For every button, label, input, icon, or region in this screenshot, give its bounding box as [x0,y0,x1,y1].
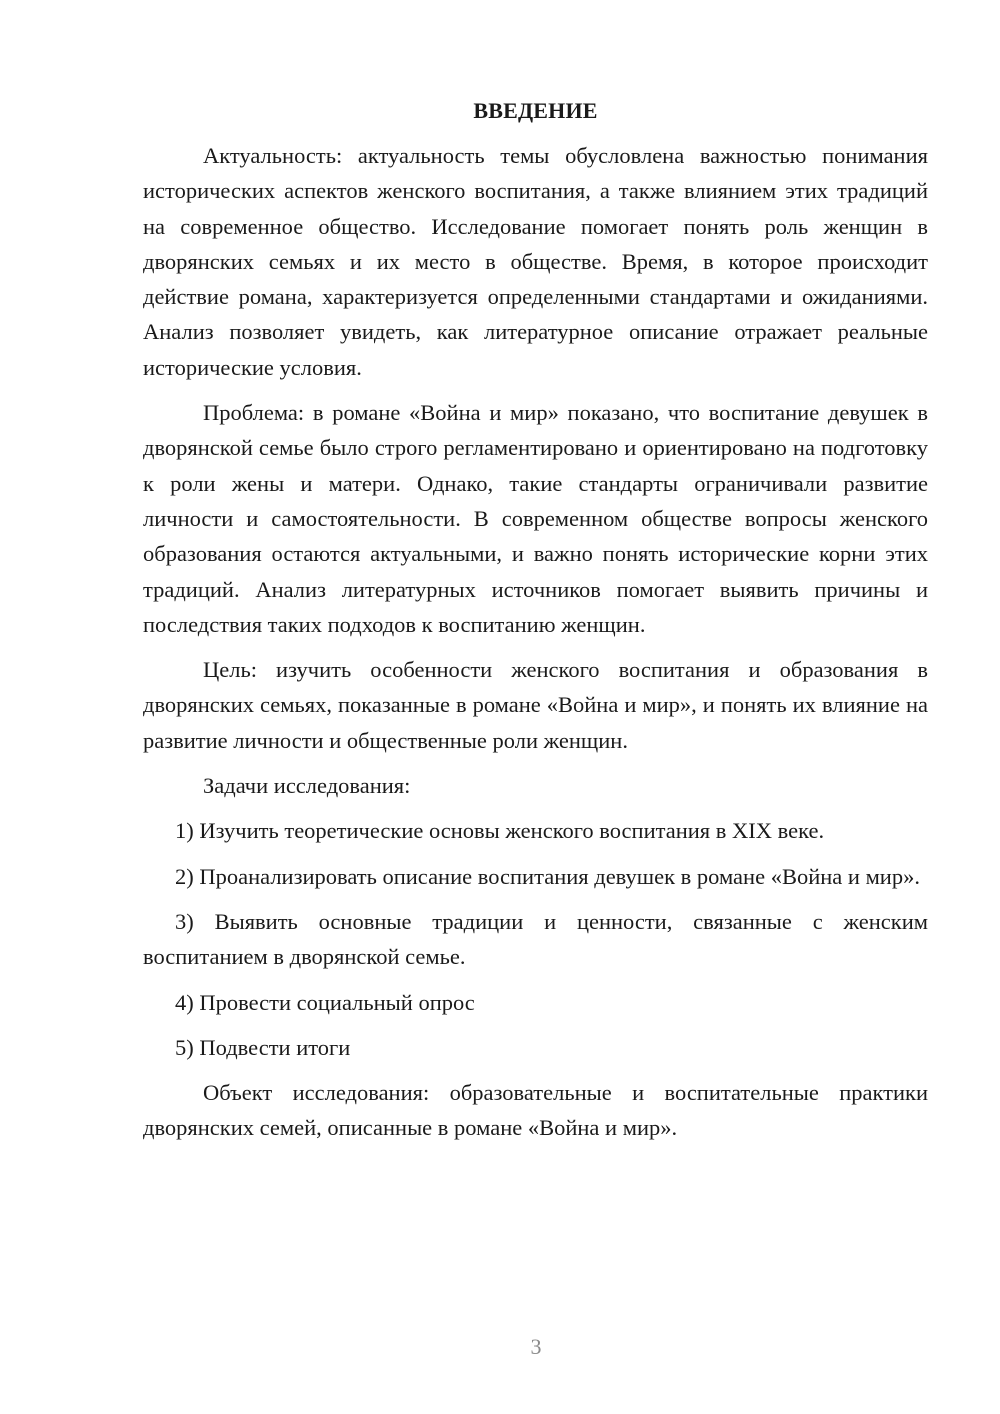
goal-paragraph: Цель: изучить особенности женского воспитания и образования в дворянских семьях, показанные в романе «Война и мир», и понять их влияние на развитие личности и общественные роли женщин. [143,657,928,753]
task-item: 4) Провести социальный опрос [175,989,475,1015]
tasks-heading: Задачи исследования: [203,773,411,799]
problem-paragraph: Проблема: в романе «Война и мир» показано, что воспитание девушек в дворянской семье было строго регламентировано и ориентировано на подготовку к роли жены и матери. Однако, такие стандарты ограничивали развитие личности и самостоятельности. В современном обществе вопросы женского образования остаются актуальными, и важно понять исторические корни этих традиций. Анализ литературных источников помогает выявить причины и последствия таких подходов к воспитанию женщин. [143,400,928,637]
task-item: 5) Подвести итоги [175,1034,351,1060]
page-content [143,96,928,1156]
page-number: 3 [530,1334,542,1359]
task-item: 3) Выявить основные традиции и ценности, связанные с женским воспитанием в дворянской семье. [143,908,928,970]
task-item: 1) Изучить теоретические основы женского воспитания в XIX веке. [175,818,825,844]
page-title: ВВЕДЕНИЕ [473,98,598,123]
relevance-paragraph: Актуальность: актуальность темы обусловлена важностью понимания исторических аспектов женского воспитания, а также влиянием этих традиций на современное общество. Исследование помогает понять роль женщин в дворянских семьях и их место в обществе. Время, в которое происходит действие романа, характеризуется определенными стандартами и ожиданиями. Анализ позволяет увидеть, как литературное описание отражает реальные исторические условия. [143,143,928,380]
task-item: 2) Проанализировать описание воспитания девушек в романе «Война и мир». [175,863,920,889]
object-paragraph: Объект исследования: образовательные и воспитательные практики дворянских семей, описанные в романе «Война и мир». [143,1080,928,1141]
